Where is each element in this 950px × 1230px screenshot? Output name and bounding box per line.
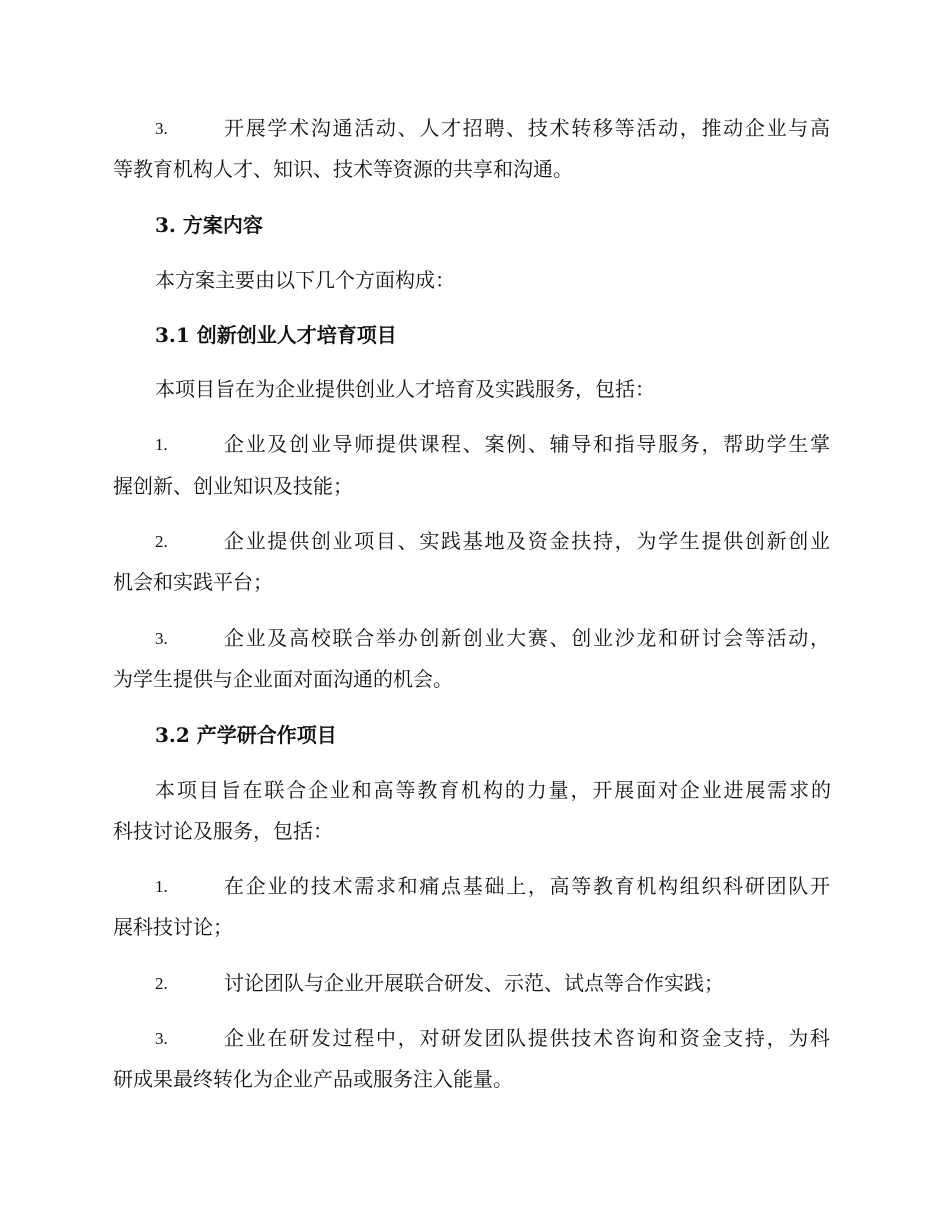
list-item-text: 企业及创业导师提供课程、案例、辅导和指导服务，帮助学生掌 xyxy=(224,432,830,456)
list-item-number: 2. xyxy=(155,974,168,993)
list-item-text-continued: 握创新、创业知识及技能； xyxy=(113,474,353,498)
subsection-heading: 3.2 产学研合作项目 xyxy=(155,723,337,747)
list-item-text: 开展学术沟通活动、人才招聘、技术转移等活动，推动企业与高 xyxy=(224,116,830,140)
list-item-text-continued: 为学生提供与企业面对面沟通的机会。 xyxy=(113,667,453,691)
list-item-number: 2. xyxy=(155,532,168,551)
section-heading: 3. 方案内容 xyxy=(155,213,263,237)
list-item-text-continued: 等教育机构人才、知识、技术等资源的共享和沟通。 xyxy=(113,157,573,181)
list-item-number: 3. xyxy=(155,119,168,138)
list-item-text: 企业提供创业项目、实践基地及资金扶持，为学生提供创新创业 xyxy=(224,529,830,553)
list-item-number: 1. xyxy=(155,877,168,896)
list-item-text: 企业及高校联合举办创新创业大赛、创业沙龙和研讨会等活动， xyxy=(224,626,830,650)
list-item-number: 1. xyxy=(155,435,168,454)
list-item-number: 3. xyxy=(155,629,168,648)
list-item-text: 在企业的技术需求和痛点基础上，高等教育机构组织科研团队开 xyxy=(224,874,830,898)
subsection-intro-continued: 科技讨论及服务，包括： xyxy=(113,819,333,843)
list-item-text: 讨论团队与企业开展联合研发、示范、试点等合作实践； xyxy=(224,971,724,995)
list-item-text-continued: 研成果最终转化为企业产品或服务注入能量。 xyxy=(113,1067,513,1091)
list-item-text: 企业在研发过程中，对研发团队提供技术咨询和资金支持，为科 xyxy=(224,1026,830,1050)
list-item-text-continued: 展科技讨论； xyxy=(113,915,233,939)
section-intro: 本方案主要由以下几个方面构成： xyxy=(155,268,455,292)
subsection-intro: 本项目旨在为企业提供创业人才培育及实践服务，包括： xyxy=(155,377,655,401)
list-item-number: 3. xyxy=(155,1029,168,1048)
subsection-intro: 本项目旨在联合企业和高等教育机构的力量，开展面对企业进展需求的 xyxy=(155,778,831,802)
list-item-text-continued: 机会和实践平台； xyxy=(113,570,273,594)
subsection-heading: 3.1 创新创业人才培育项目 xyxy=(155,323,397,347)
